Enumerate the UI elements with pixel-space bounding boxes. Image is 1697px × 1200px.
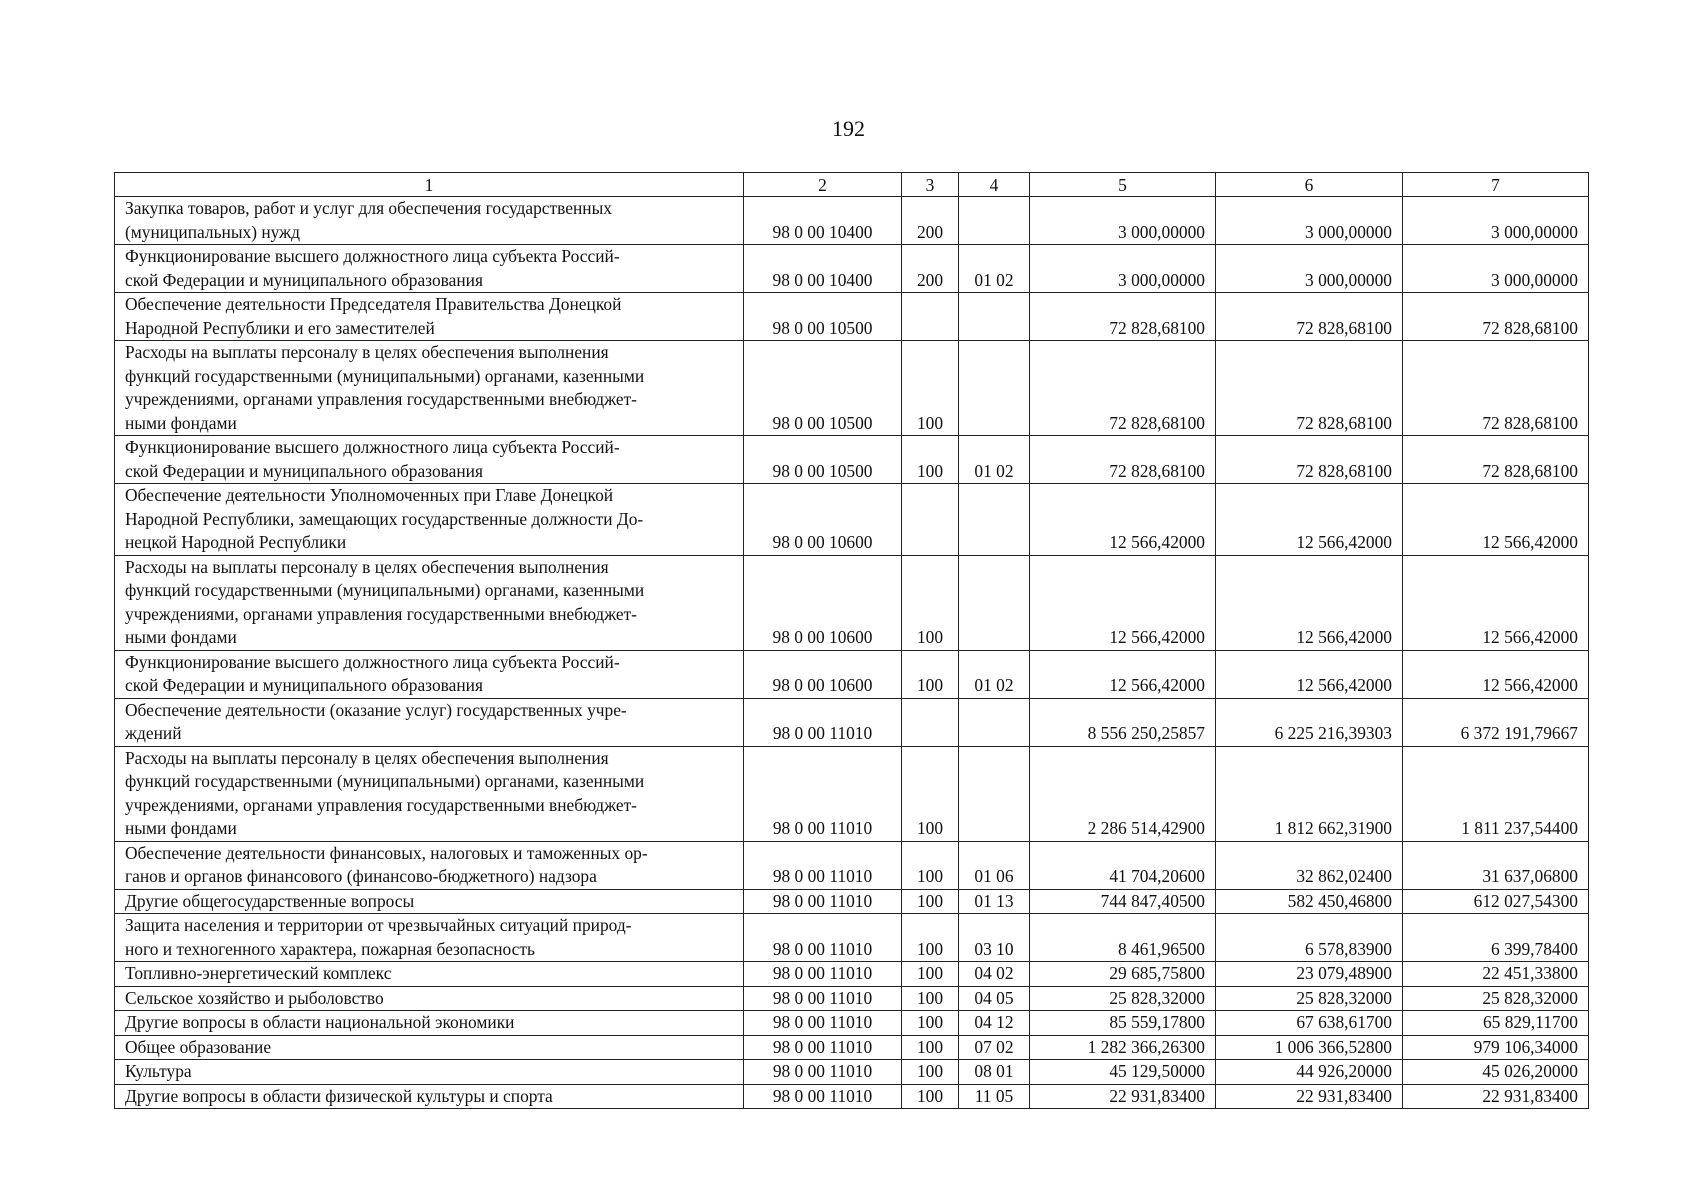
program-code-cell: 98 0 00 11010 — [744, 841, 902, 889]
expense-type-cell: 100 — [902, 1084, 959, 1109]
expense-type-cell — [902, 484, 959, 556]
amount-col6-cell: 12 566,42000 — [1216, 555, 1403, 650]
program-code-cell: 98 0 00 11010 — [744, 1060, 902, 1085]
table-row — [115, 746, 1589, 841]
amount-col6-cell: 23 079,48900 — [1216, 962, 1403, 987]
section-cell — [959, 341, 1030, 436]
table-row — [115, 1035, 1589, 1060]
row-name-line: (муниципальных) нужд — [125, 221, 300, 242]
row-name-line: Обеспечение деятельности Председателя Правительства Донецкой — [125, 294, 622, 314]
row-name-cell — [115, 698, 744, 746]
amount-col6-cell: 72 828,68100 — [1216, 436, 1403, 484]
section-cell: 07 02 — [959, 1035, 1030, 1060]
row-name-cell — [115, 986, 744, 1011]
amount-col7-cell: 31 637,06800 — [1403, 841, 1589, 889]
section-cell: 04 05 — [959, 986, 1030, 1011]
table-row — [115, 436, 1589, 484]
table-row — [115, 914, 1589, 962]
row-name-cell — [115, 555, 744, 650]
row-name-cell — [115, 962, 744, 987]
table-row — [115, 962, 1589, 987]
row-name-line: ской Федерации и муниципального образования — [125, 675, 483, 695]
row-name-line: Функционирование высшего должностного лица субъекта Россий- — [125, 246, 620, 266]
column-header-1: 1 — [115, 173, 744, 197]
amount-col7-cell: 6 399,78400 — [1403, 914, 1589, 962]
expense-type-cell — [902, 698, 959, 746]
row-name-line: Обеспечение деятельности (оказание услуг) государственных учре- — [125, 699, 627, 720]
amount-col7-cell: 12 566,42000 — [1403, 484, 1589, 556]
expense-type-cell: 100 — [902, 962, 959, 987]
amount-col6-cell: 6 225 216,39303 — [1216, 698, 1403, 746]
row-name-line: ской Федерации и муниципального образования — [125, 269, 483, 290]
row-name-cell — [115, 197, 744, 245]
row-name-line: ными фондами — [125, 412, 237, 433]
amount-col7-cell: 3 000,00000 — [1403, 245, 1589, 293]
section-cell: 11 05 — [959, 1084, 1030, 1109]
amount-col7-cell: 45 026,20000 — [1403, 1060, 1589, 1085]
section-cell: 01 02 — [959, 650, 1030, 698]
row-name-line: Топливно-энергетический комплекс — [125, 963, 392, 983]
row-name-line: функций государственными (муниципальными) органами, казенными — [125, 771, 645, 791]
row-name-cell — [115, 245, 744, 293]
amount-col6-cell: 1 006 366,52800 — [1216, 1035, 1403, 1060]
row-name-line: Обеспечение деятельности финансовых, налоговых и таможенных ор- — [125, 842, 648, 863]
row-name-line: Функционирование высшего должностного лица субъекта Россий- — [125, 651, 620, 672]
row-name-line: Культура — [125, 1061, 192, 1081]
section-cell — [959, 293, 1030, 341]
table-row — [115, 293, 1589, 341]
table-row — [115, 197, 1589, 245]
row-name-line: ными фондами — [125, 818, 237, 838]
section-cell: 08 01 — [959, 1060, 1030, 1085]
table-row — [115, 841, 1589, 889]
row-name-cell — [115, 436, 744, 484]
expense-type-cell: 100 — [902, 914, 959, 962]
amount-col6-cell: 1 812 662,31900 — [1216, 746, 1403, 841]
amount-col5-cell: 45 129,50000 — [1030, 1060, 1216, 1085]
expense-type-cell: 100 — [902, 746, 959, 841]
table-body — [115, 197, 1589, 1109]
amount-col6-cell: 582 450,46800 — [1216, 889, 1403, 914]
expense-type-cell: 100 — [902, 436, 959, 484]
row-name-line: учреждениями, органами управления государственными внебюджет- — [125, 794, 637, 815]
section-cell: 01 06 — [959, 841, 1030, 889]
row-name-line: Народной Республики, замещающих государственные должности До- — [125, 508, 644, 529]
amount-col7-cell: 12 566,42000 — [1403, 555, 1589, 650]
expense-type-cell: 100 — [902, 889, 959, 914]
row-name-line: Общее образование — [125, 1036, 272, 1057]
section-cell — [959, 746, 1030, 841]
amount-col5-cell: 744 847,40500 — [1030, 889, 1216, 914]
expense-type-cell: 200 — [902, 197, 959, 245]
row-name-line: Сельское хозяйство и рыболовство — [125, 987, 384, 1008]
table-row — [115, 245, 1589, 293]
section-cell: 01 13 — [959, 889, 1030, 914]
expense-type-cell — [902, 293, 959, 341]
row-name-cell — [115, 484, 744, 556]
amount-col5-cell: 12 566,42000 — [1030, 650, 1216, 698]
expense-type-cell: 200 — [902, 245, 959, 293]
amount-col5-cell: 2 286 514,42900 — [1030, 746, 1216, 841]
amount-col6-cell: 12 566,42000 — [1216, 484, 1403, 556]
row-name-line: ской Федерации и муниципального образования — [125, 460, 483, 481]
row-name-cell — [115, 889, 744, 914]
row-name-line: учреждениями, органами управления государственными внебюджет- — [125, 389, 637, 409]
row-name-line: ного и техногенного характера, пожарная безопасность — [125, 938, 535, 959]
table-row — [115, 484, 1589, 556]
row-name-cell — [115, 1011, 744, 1036]
table-row — [115, 1084, 1589, 1109]
amount-col6-cell: 67 638,61700 — [1216, 1011, 1403, 1036]
amount-col6-cell: 72 828,68100 — [1216, 293, 1403, 341]
section-cell: 04 12 — [959, 1011, 1030, 1036]
amount-col6-cell: 3 000,00000 — [1216, 197, 1403, 245]
amount-col7-cell: 25 828,32000 — [1403, 986, 1589, 1011]
expense-type-cell: 100 — [902, 1035, 959, 1060]
amount-col5-cell: 3 000,00000 — [1030, 197, 1216, 245]
expense-type-cell: 100 — [902, 986, 959, 1011]
program-code-cell: 98 0 00 11010 — [744, 1084, 902, 1109]
amount-col7-cell: 22 451,33800 — [1403, 962, 1589, 987]
table-row — [115, 555, 1589, 650]
table-row — [115, 650, 1589, 698]
amount-col7-cell: 72 828,68100 — [1403, 436, 1589, 484]
row-name-line: ными фондами — [125, 627, 237, 647]
row-name-cell — [115, 341, 744, 436]
section-cell — [959, 555, 1030, 650]
amount-col6-cell: 72 828,68100 — [1216, 341, 1403, 436]
table-row — [115, 341, 1589, 436]
section-cell: 01 02 — [959, 436, 1030, 484]
row-name-line: Защита населения и территории от чрезвычайных ситуаций природ- — [125, 915, 632, 935]
program-code-cell: 98 0 00 10500 — [744, 341, 902, 436]
table-row — [115, 889, 1589, 914]
column-header-3: 3 — [902, 173, 959, 197]
row-name-cell — [115, 914, 744, 962]
expense-type-cell: 100 — [902, 555, 959, 650]
row-name-line: ганов и органов финансового (финансово-бюджетного) надзора — [125, 866, 597, 886]
table-row — [115, 1060, 1589, 1085]
amount-col7-cell: 72 828,68100 — [1403, 341, 1589, 436]
program-code-cell: 98 0 00 11010 — [744, 1011, 902, 1036]
amount-col5-cell: 12 566,42000 — [1030, 555, 1216, 650]
column-header-2: 2 — [744, 173, 902, 197]
column-header-7: 7 — [1403, 173, 1589, 197]
amount-col6-cell: 44 926,20000 — [1216, 1060, 1403, 1085]
expense-type-cell: 100 — [902, 841, 959, 889]
amount-col7-cell: 72 828,68100 — [1403, 293, 1589, 341]
section-cell — [959, 698, 1030, 746]
amount-col6-cell: 32 862,02400 — [1216, 841, 1403, 889]
section-cell: 01 02 — [959, 245, 1030, 293]
amount-col5-cell: 72 828,68100 — [1030, 341, 1216, 436]
table-row — [115, 698, 1589, 746]
expense-type-cell: 100 — [902, 1011, 959, 1036]
row-name-line: Закупка товаров, работ и услуг для обеспечения государственных — [125, 198, 612, 218]
row-name-line: Расходы на выплаты персоналу в целях обеспечения выполнения — [125, 556, 609, 577]
program-code-cell: 98 0 00 11010 — [744, 698, 902, 746]
row-name-cell — [115, 1035, 744, 1060]
row-name-cell — [115, 293, 744, 341]
amount-col7-cell: 65 829,11700 — [1403, 1011, 1589, 1036]
amount-col5-cell: 12 566,42000 — [1030, 484, 1216, 556]
row-name-line: функций государственными (муниципальными) органами, казенными — [125, 580, 645, 600]
column-header-6: 6 — [1216, 173, 1403, 197]
amount-col7-cell: 1 811 237,54400 — [1403, 746, 1589, 841]
amount-col5-cell: 85 559,17800 — [1030, 1011, 1216, 1036]
row-name-line: Обеспечение деятельности Уполномоченных при Главе Донецкой — [125, 485, 614, 505]
column-header-5: 5 — [1030, 173, 1216, 197]
section-cell: 03 10 — [959, 914, 1030, 962]
program-code-cell: 98 0 00 11010 — [744, 986, 902, 1011]
expense-type-cell: 100 — [902, 341, 959, 436]
amount-col5-cell: 29 685,75800 — [1030, 962, 1216, 987]
program-code-cell: 98 0 00 10500 — [744, 293, 902, 341]
header-row — [115, 173, 1589, 197]
program-code-cell: 98 0 00 11010 — [744, 746, 902, 841]
program-code-cell: 98 0 00 11010 — [744, 1035, 902, 1060]
amount-col6-cell: 3 000,00000 — [1216, 245, 1403, 293]
program-code-cell: 98 0 00 10600 — [744, 484, 902, 556]
row-name-line: Народной Республики и его заместителей — [125, 317, 435, 338]
amount-col6-cell: 25 828,32000 — [1216, 986, 1403, 1011]
amount-col5-cell: 22 931,83400 — [1030, 1084, 1216, 1109]
budget-table — [114, 172, 1589, 1109]
row-name-line: нецкой Народной Республики — [125, 532, 347, 552]
page-number: 192 — [832, 116, 865, 141]
amount-col5-cell: 3 000,00000 — [1030, 245, 1216, 293]
amount-col5-cell: 72 828,68100 — [1030, 436, 1216, 484]
section-cell: 04 02 — [959, 962, 1030, 987]
amount-col7-cell: 612 027,54300 — [1403, 889, 1589, 914]
program-code-cell: 98 0 00 10600 — [744, 555, 902, 650]
amount-col6-cell: 6 578,83900 — [1216, 914, 1403, 962]
row-name-line: функций государственными (муниципальными) органами, казенными — [125, 365, 645, 386]
column-header-4: 4 — [959, 173, 1030, 197]
row-name-line: Функционирование высшего должностного лица субъекта Россий- — [125, 437, 620, 457]
program-code-cell: 98 0 00 10400 — [744, 197, 902, 245]
amount-col5-cell: 8 461,96500 — [1030, 914, 1216, 962]
amount-col7-cell: 12 566,42000 — [1403, 650, 1589, 698]
amount-col6-cell: 12 566,42000 — [1216, 650, 1403, 698]
expense-type-cell: 100 — [902, 1060, 959, 1085]
row-name-line: ждений — [125, 723, 182, 743]
expense-type-cell: 100 — [902, 650, 959, 698]
row-name-cell — [115, 746, 744, 841]
amount-col5-cell: 1 282 366,26300 — [1030, 1035, 1216, 1060]
program-code-cell: 98 0 00 10600 — [744, 650, 902, 698]
program-code-cell: 98 0 00 11010 — [744, 914, 902, 962]
row-name-line: Расходы на выплаты персоналу в целях обеспечения выполнения — [125, 747, 609, 768]
row-name-line: учреждениями, органами управления государственными внебюджет- — [125, 603, 637, 624]
table-row — [115, 986, 1589, 1011]
row-name-cell — [115, 841, 744, 889]
row-name-cell — [115, 1060, 744, 1085]
row-name-cell — [115, 1084, 744, 1109]
amount-col5-cell: 25 828,32000 — [1030, 986, 1216, 1011]
section-cell — [959, 197, 1030, 245]
amount-col7-cell: 979 106,34000 — [1403, 1035, 1589, 1060]
amount-col5-cell: 72 828,68100 — [1030, 293, 1216, 341]
amount-col7-cell: 6 372 191,79667 — [1403, 698, 1589, 746]
row-name-cell — [115, 650, 744, 698]
program-code-cell: 98 0 00 10500 — [744, 436, 902, 484]
amount-col5-cell: 41 704,20600 — [1030, 841, 1216, 889]
table-row — [115, 1011, 1589, 1036]
program-code-cell: 98 0 00 10400 — [744, 245, 902, 293]
row-name-line: Другие общегосударственные вопросы — [125, 890, 415, 911]
amount-col5-cell: 8 556 250,25857 — [1030, 698, 1216, 746]
program-code-cell: 98 0 00 11010 — [744, 962, 902, 987]
row-name-line: Другие вопросы в области национальной экономики — [125, 1012, 515, 1032]
section-cell — [959, 484, 1030, 556]
row-name-line: Расходы на выплаты персоналу в целях обеспечения выполнения — [125, 342, 609, 362]
amount-col6-cell: 22 931,83400 — [1216, 1084, 1403, 1109]
amount-col7-cell: 3 000,00000 — [1403, 197, 1589, 245]
row-name-line: Другие вопросы в области физической культуры и спорта — [125, 1085, 553, 1106]
program-code-cell: 98 0 00 11010 — [744, 889, 902, 914]
amount-col7-cell: 22 931,83400 — [1403, 1084, 1589, 1109]
